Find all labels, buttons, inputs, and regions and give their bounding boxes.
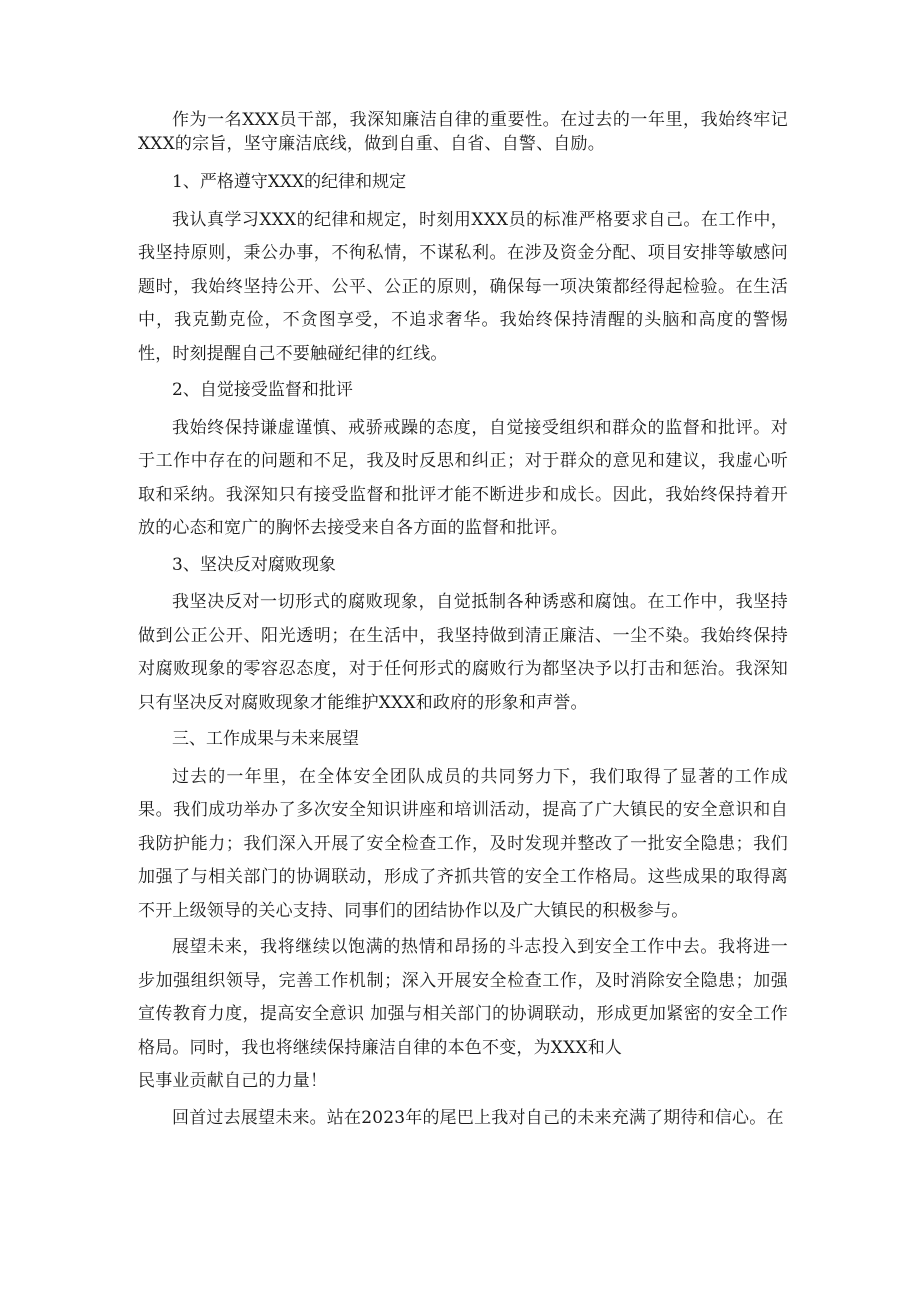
section-1-heading: 1、严格遵守XXX的纪律和规定 [172,172,407,192]
outlook-paragraph: 展望未来，我将继续以饱满的热情和昂扬的斗志投入到安全工作中去。我将进一步加强组织领导，完善工作机制；深入开展安全检查工作，及时消除安全隐患；加强宣传教育力度，提高安全意识 加强与相关部门的协调联动，形成更加紧密的安全工作格局。同时，我也将继续保持廉洁自律的本色不变，为XXX和人 [138,937,788,1058]
section-2-heading: 2、自觉接受监督和批评 [172,380,353,400]
section-2-body: 我始终保持谦虚谨慎、戒骄戒躁的态度，自觉接受组织和群众的监督和批评。对于工作中存在的问题和不足，我及时反思和纠正；对于群众的意见和建议，我虚心听取和采纳。我深知只有接受监督和批评才能不断进步和成长。因此，我始终保持着开放的心态和宽广的胸怀去接受来自各方面的监督和批评。 [138,417,788,538]
outlook-paragraph-continuation: 民事业贡献自己的力量！ [138,1071,328,1091]
section-3-heading: 3、坚决反对腐败现象 [172,554,336,575]
section-3-body: 我坚决反对一切形式的腐败现象，自觉抵制各种诱惑和腐蚀。在工作中，我坚持做到公正公开、阳光透明；在生活中，我坚持做到清正廉洁、一尘不染。我始终保持对腐败现象的零容忍态度，对于任何形式的腐败行为都坚决予以打击和惩治。我深知只有坚决反对腐败现象才能维护XXX和政府的形象和声誉。 [138,592,788,713]
part-3-heading: 三、工作成果与未来展望 [172,729,359,749]
section-1-body: 我认真学习XXX的纪律和规定，时刻用XXX员的标准严格要求自己。在工作中，我坚持原则，秉公办事，不徇私情，不谋私利。在涉及资金分配、项目安排等敏感问题时，我始终坚持公开、公平、公正的原则，确保每一项决策都经得起检验。在生活中，我克勤克俭，不贪图享受，不追求奢华。我始终保持清醒的头脑和高度的警惕性，时刻提醒自己不要触碰纪律的红线。 [138,209,788,364]
intro-paragraph: 作为一名XXX员干部，我深知廉洁自律的重要性。在过去的一年里，我始终牢记XXX的宗旨，坚守廉洁底线，做到自重、自省、自警、自励。 [138,110,788,154]
document-page [138,108,788,1135]
achievements-paragraph: 过去的一年里，在全体安全团队成员的共同努力下，我们取得了显著的工作成果。我们成功举办了多次安全知识讲座和培训活动，提高了广大镇民的安全意识和自我防护能力；我们深入开展了安全检查工作，及时发现并整改了一批安全隐患；我们加强了与相关部门的协调联动，形成了齐抓共管的安全工作格局。这些成果的取得离不开上级领导的关心支持、同事们的团结协作以及广大镇民的积极参与。 [138,766,788,921]
closing-paragraph: 回首过去展望未来。站在2023年的尾巴上我对自己的未来充满了期待和信心。在 [172,1107,784,1128]
